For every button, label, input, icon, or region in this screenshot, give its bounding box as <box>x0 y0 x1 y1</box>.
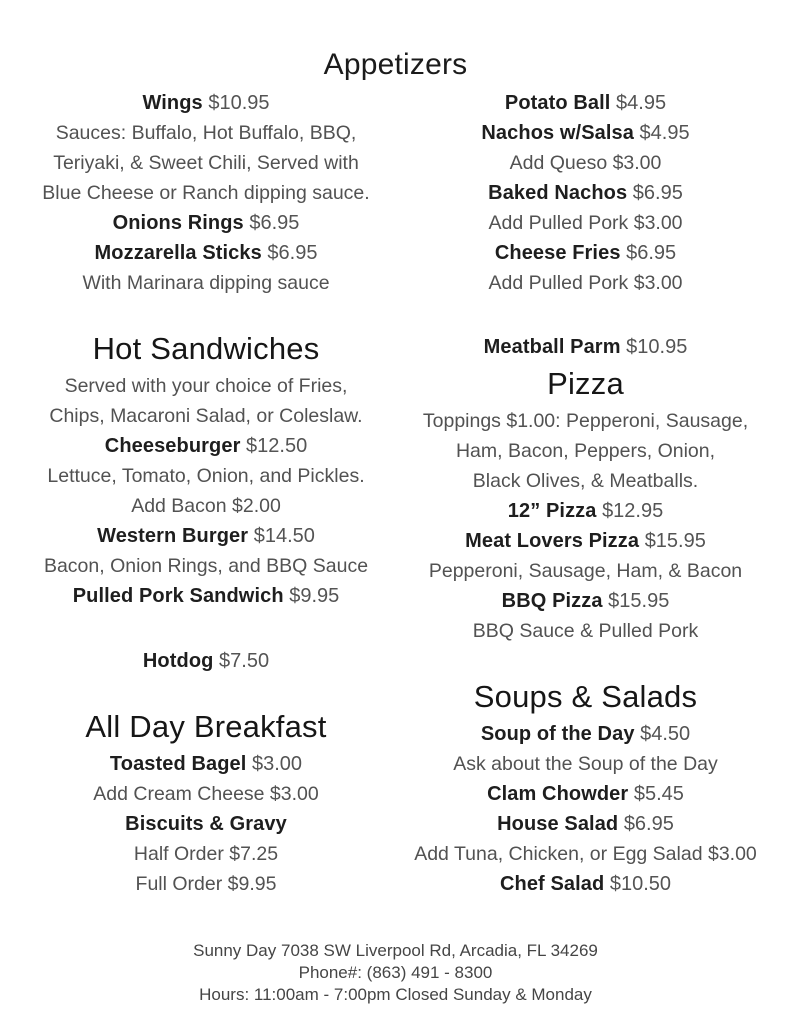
menu-item-line <box>0 809 412 839</box>
menu-item-line <box>383 779 788 809</box>
menu-item-name: Baked Nachos <box>488 182 628 204</box>
menu-column-right <box>383 88 788 899</box>
menu-item-price: $5.45 <box>633 783 684 805</box>
menu-item-name: Western Burger <box>97 525 249 547</box>
menu-item-description: Half Order $7.25 <box>133 843 279 865</box>
menu-item-price: $3.00 <box>252 753 303 775</box>
menu-item-name: Clam Chowder <box>487 783 629 805</box>
menu-item-price: $4.50 <box>640 723 691 745</box>
menu-item-price: $10.50 <box>609 873 672 895</box>
menu-item-line <box>0 521 412 551</box>
menu-item-price: $12.50 <box>246 435 308 457</box>
menu-item-line <box>383 118 788 148</box>
menu-item-line <box>383 869 788 899</box>
menu-item-description: Lettuce, Tomato, Onion, and Pickles. <box>47 465 365 487</box>
menu-item-price: $10.95 <box>208 92 270 114</box>
menu-item-price: $14.50 <box>253 525 315 547</box>
menu-item-description: Add Cream Cheese $3.00 <box>93 783 319 805</box>
menu-item-description: Add Pulled Pork $3.00 <box>488 272 683 294</box>
menu-item-description: Add Bacon $2.00 <box>131 495 281 517</box>
menu-item-name: Meat Lovers Pizza <box>465 530 640 552</box>
menu-item-name: Toasted Bagel <box>109 753 247 775</box>
menu-item-name: Wings <box>142 92 203 114</box>
menu-item-description: Ask about the Soup of the Day <box>453 753 718 775</box>
menu-item-name: Cheeseburger <box>104 435 241 457</box>
section-heading: Pizza <box>547 366 624 401</box>
menu-item-line <box>0 646 412 676</box>
menu-item-name: Cheese Fries <box>494 242 621 264</box>
menu-item-price: $6.95 <box>626 242 677 264</box>
menu-item-line <box>383 178 788 208</box>
footer-address: Sunny Day 7038 SW Liverpool Rd, Arcadia, FL 34269 <box>193 941 598 960</box>
menu-item-line <box>383 332 788 362</box>
menu-item-line <box>383 719 788 749</box>
menu-item-description: Bacon, Onion Rings, and BBQ Sauce <box>43 555 369 577</box>
menu-item-line <box>0 238 412 268</box>
menu-item-line <box>0 208 412 238</box>
menu-item-description: Add Pulled Pork $3.00 <box>488 212 683 234</box>
menu-item-line <box>383 88 788 118</box>
section-heading: All Day Breakfast <box>85 709 327 744</box>
menu-item-line <box>0 581 412 611</box>
menu-item-price: $9.95 <box>289 585 340 607</box>
menu-column-left <box>0 88 412 899</box>
menu-item-name: Potato Ball <box>504 92 611 114</box>
menu-item-price: $15.95 <box>608 590 670 612</box>
menu-item-name: Onions Rings <box>112 212 244 234</box>
menu-item-line <box>383 526 788 556</box>
menu-footer <box>0 940 791 1006</box>
menu-item-description: Ham, Bacon, Peppers, Onion, <box>455 440 716 462</box>
menu-item-description: Toppings $1.00: Pepperoni, Sausage, <box>422 410 749 432</box>
menu-item-name: Pulled Pork Sandwich <box>72 585 284 607</box>
footer-phone: Phone#: (863) 491 - 8300 <box>298 963 493 982</box>
menu-item-price: $4.95 <box>616 92 667 114</box>
menu-item-description: Chips, Macaroni Salad, or Coleslaw. <box>49 405 363 427</box>
menu-item-name: 12” Pizza <box>507 500 597 522</box>
menu-item-line <box>0 749 412 779</box>
menu-item-description: With Marinara dipping sauce <box>82 272 330 294</box>
menu-item-price: $7.50 <box>219 650 270 672</box>
menu-item-description: Full Order $9.95 <box>135 873 277 895</box>
menu-item-name: Soup of the Day <box>480 723 635 745</box>
menu-item-description: Add Queso $3.00 <box>509 152 662 174</box>
menu-item-price: $6.95 <box>632 182 683 204</box>
menu-item-description: Teriyaki, & Sweet Chili, Served with <box>53 152 359 174</box>
menu-item-name: Hotdog <box>142 650 214 672</box>
menu-item-description: Sauces: Buffalo, Hot Buffalo, BBQ, <box>55 122 357 144</box>
menu-item-line <box>383 586 788 616</box>
menu-item-price: $6.95 <box>249 212 300 234</box>
menu-item-price: $10.95 <box>626 336 688 358</box>
menu-item-description: BBQ Sauce & Pulled Pork <box>472 620 699 642</box>
menu-item-description: Served with your choice of Fries, <box>64 375 348 397</box>
menu-item-name: Meatball Parm <box>483 336 621 358</box>
menu-item-name: Nachos w/Salsa <box>481 122 634 144</box>
footer-hours: Hours: 11:00am - 7:00pm Closed Sunday & Monday <box>199 985 592 1004</box>
menu-item-description: Pepperoni, Sausage, Ham, & Bacon <box>428 560 743 582</box>
menu-item-line <box>383 238 788 268</box>
menu-item-description: Blue Cheese or Ranch dipping sauce. <box>42 182 370 204</box>
menu-item-name: Chef Salad <box>499 873 605 895</box>
section-heading: Soups & Salads <box>473 679 698 714</box>
menu-item-price: $6.95 <box>267 242 318 264</box>
menu-item-name: Biscuits & Gravy <box>125 813 287 835</box>
menu-item-price: $6.95 <box>623 813 674 835</box>
menu-item-price: $15.95 <box>644 530 706 552</box>
menu-item-line <box>383 809 788 839</box>
section-heading: Hot Sandwiches <box>92 331 320 366</box>
menu-item-description: Add Tuna, Chicken, or Egg Salad $3.00 <box>414 843 757 865</box>
menu-item-price: $12.95 <box>602 500 664 522</box>
menu-item-line <box>0 431 412 461</box>
menu-item-name: House Salad <box>497 813 619 835</box>
menu-item-name: BBQ Pizza <box>501 590 603 612</box>
page-title: Appetizers <box>323 48 468 81</box>
menu-item-price: $4.95 <box>639 122 690 144</box>
menu-item-description: Black Olives, & Meatballs. <box>472 470 699 492</box>
menu-item-line <box>0 88 412 118</box>
menu-item-name: Mozzarella Sticks <box>94 242 262 264</box>
menu-item-line <box>383 496 788 526</box>
